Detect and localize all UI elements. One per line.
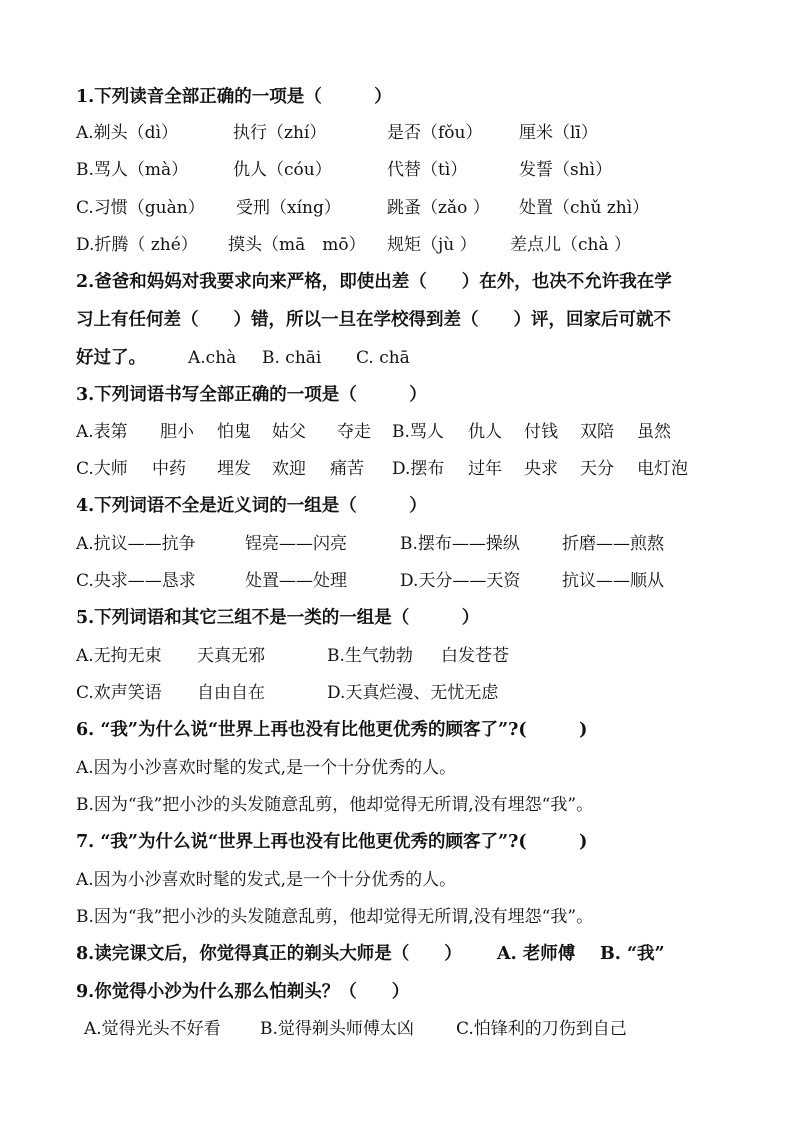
option-text: 付钱 [524, 422, 558, 442]
option-text: C.欢声笑语 [76, 683, 162, 703]
option-text: D.折腾（ zhé） [76, 235, 198, 255]
option-text: B.觉得剃头师傅太凶 [260, 1019, 414, 1039]
question-8-stem: 8.读完课文后，你觉得真正的剃头大师是（ ） [76, 944, 462, 964]
option-text: 厘米（lī） [519, 123, 598, 143]
question-6-stem: 6. “我”为什么说“世界上再也没有比他更优秀的顾客了”?( ) [76, 720, 588, 740]
option-text: B. chāi [262, 348, 322, 368]
option-text: B.骂人（mà） [76, 160, 189, 180]
option-text: 规矩（jù ） [387, 235, 477, 255]
option-text: 中药 [152, 459, 186, 479]
option-text: 摸头（mā mō） [228, 235, 366, 255]
option-text: D.天分——天资 [400, 571, 521, 591]
option-text: 代替（tì） [387, 160, 468, 180]
option-text: 仇人（cóu） [233, 160, 332, 180]
option-text: 处置——处理 [245, 571, 347, 591]
option-text: A.表第 [76, 422, 128, 442]
option-text: A.抗议——抗争 [76, 534, 196, 554]
option-text: 差点儿（chà ） [510, 235, 632, 255]
question-5-stem: 5.下列词语和其它三组不是一类的一组是（ ） [76, 608, 480, 628]
question-4-stem: 4.下列词语不全是近义词的一组是（ ） [76, 496, 427, 516]
question-6-option-a: A.因为小沙喜欢时髦的发式,是一个十分优秀的人。 [76, 758, 457, 778]
question-7-option-b: B.因为“我”把小沙的头发随意乱剪，他却觉得无所谓,没有埋怨“我”。 [76, 907, 594, 927]
option-text: 自由自在 [197, 683, 265, 703]
option-text: 胆小 [160, 422, 194, 442]
option-text: C.央求——恳求 [76, 571, 196, 591]
option-text: A.chà [188, 348, 237, 368]
option-text: 痛苦 [330, 459, 364, 479]
option-text: 天真无邪 [197, 646, 265, 666]
option-text: C.习惯（guàn） [76, 198, 205, 218]
option-text: B.骂人 [392, 422, 444, 442]
option-text: 折磨——煎熬 [562, 534, 664, 554]
option-text: 发誓（shì） [519, 160, 613, 180]
option-text: 埋发 [217, 459, 251, 479]
option-text: 过年 [468, 459, 502, 479]
option-text: C.怕锋利的刀伤到自己 [456, 1019, 627, 1039]
option-text: C. chā [356, 348, 410, 368]
option-text: D.天真烂漫、无忧无虑 [327, 683, 499, 703]
option-text: 锃亮——闪亮 [245, 534, 347, 554]
option-text: A.剃头（dì） [76, 123, 178, 143]
option-text: C.大师 [76, 459, 128, 479]
option-text: 怕鬼 [217, 422, 251, 442]
question-2-stem-line-1: 2.爸爸和妈妈对我要求向来严格，即使出差（ ）在外，也决不允许我在学 [76, 272, 672, 292]
option-text: A.觉得光头不好看 [84, 1019, 221, 1039]
question-2-stem-line-2: 习上有任何差（ ）错，所以一旦在学校得到差（ ）评，回家后可就不 [76, 310, 671, 330]
question-9-stem: 9.你觉得小沙为什么那么怕剃头？（ ） [76, 982, 410, 1002]
option-text: 跳蚤（zǎo ） [387, 198, 490, 218]
option-text: 电灯泡 [637, 459, 688, 479]
option-text: A.无拘无束 [76, 646, 162, 666]
question-7-stem: 7. “我”为什么说“世界上再也没有比他更优秀的顾客了”?( ) [76, 832, 588, 852]
option-text: A. 老师傅 [497, 944, 576, 964]
option-text: 姑父 [272, 422, 306, 442]
option-text: 夺走 [337, 422, 371, 442]
option-text: 央求 [524, 459, 558, 479]
question-2-stem-line-3: 好过了。 [76, 348, 146, 368]
option-text: B.生气勃勃 [327, 646, 413, 666]
question-7-option-a: A.因为小沙喜欢时髦的发式,是一个十分优秀的人。 [76, 870, 457, 890]
question-6-option-b: B.因为“我”把小沙的头发随意乱剪，他却觉得无所谓,没有埋怨“我”。 [76, 795, 594, 815]
option-text: 欢迎 [272, 459, 306, 479]
option-text: 受刑（xíng） [236, 198, 341, 218]
option-text: B. “我” [600, 944, 665, 964]
question-3-stem: 3.下列词语书写全部正确的一项是（ ） [76, 385, 427, 405]
option-text: D.摆布 [392, 459, 445, 479]
option-text: 是否（fǒu） [387, 123, 483, 143]
option-text: 执行（zhí） [233, 123, 327, 143]
option-text: 抗议——顺从 [562, 571, 664, 591]
option-text: 天分 [580, 459, 614, 479]
option-text: 双陪 [580, 422, 614, 442]
option-text: B.摆布——操纵 [400, 534, 520, 554]
option-text: 虽然 [637, 422, 671, 442]
option-text: 处置（chǔ zhì） [519, 198, 650, 218]
option-text: 仇人 [468, 422, 502, 442]
question-1-stem: 1.下列读音全部正确的一项是（ ） [76, 87, 392, 107]
option-text: 白发苍苍 [441, 646, 509, 666]
